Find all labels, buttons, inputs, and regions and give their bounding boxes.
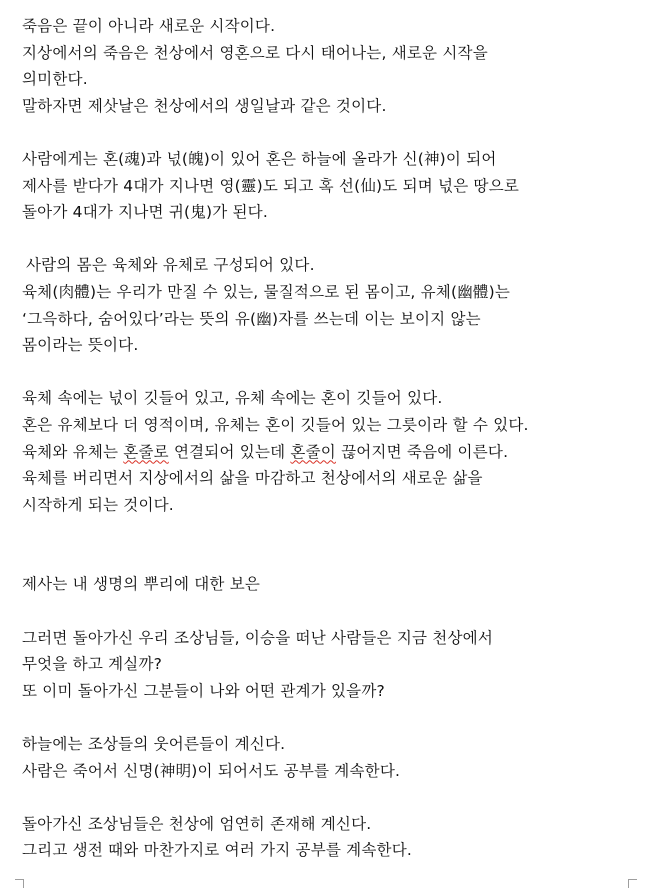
paragraph-line: 무엇을 하고 계실까? bbox=[22, 655, 163, 674]
blank-line bbox=[22, 704, 642, 731]
paragraph-line: 혼은 유체보다 더 영적이며, 유체는 혼이 깃들어 있는 그릇이라 할 수 있다. bbox=[22, 415, 529, 434]
paragraph-line: 육체를 버리면서 지상에서의 삶을 마감하고 천상에서의 새로운 삶을 bbox=[22, 469, 483, 488]
paragraph-line: 사람의 몸은 육체와 유체로 구성되어 있다. bbox=[26, 256, 315, 275]
section-heading: 제사는 내 생명의 뿌리에 대한 보은 bbox=[22, 575, 261, 594]
blank-line bbox=[22, 226, 642, 253]
line-segment: 연결되어 있는데 bbox=[168, 442, 291, 461]
line-segment: 끊어지면 죽음에 이른다. bbox=[335, 442, 509, 461]
paragraph-line: 돌아가신 조상님들은 천상에 엄연히 존재해 계신다. bbox=[22, 814, 372, 833]
blank-line bbox=[22, 518, 642, 571]
paragraph-line: 사람에게는 혼(魂)과 넋(魄)이 있어 혼은 하늘에 올라가 신(神)이 되어 bbox=[22, 149, 497, 168]
blank-line bbox=[22, 598, 642, 625]
blank-line bbox=[22, 119, 642, 146]
paragraph-line bbox=[22, 439, 642, 466]
paragraph-line: 하늘에는 조상들의 웃어른들이 계신다. bbox=[22, 735, 286, 754]
line-segment: 육체와 유체는 bbox=[22, 442, 124, 461]
paragraph-line: 죽음은 끝이 아니라 새로운 시작이다. bbox=[22, 17, 276, 35]
paragraph-line: 육체(肉體)는 우리가 만질 수 있는, 물질적으로 된 몸이고, 유체(幽體)는 bbox=[22, 282, 511, 301]
paragraph-line: 또 이미 돌아가신 그분들이 나와 어떤 관계가 있을까? bbox=[22, 681, 385, 700]
paragraph-line: 지상에서의 죽음은 천상에서 영혼으로 다시 태어나는, 새로운 시작을 bbox=[22, 43, 488, 62]
paragraph-line: 제사를 받다가 4대가 지나면 영(靈)도 되고 혹 선(仙)도 되며 넋은 땅으로 bbox=[22, 176, 520, 195]
blank-line bbox=[22, 359, 642, 386]
spellcheck-word[interactable]: 혼줄로 bbox=[123, 442, 169, 461]
page-corner-mark bbox=[628, 879, 637, 888]
page-corner-mark bbox=[15, 879, 24, 888]
blank-line bbox=[22, 784, 642, 811]
paragraph-line: 육체 속에는 넋이 깃들어 있고, 유체 속에는 혼이 깃들어 있다. bbox=[22, 389, 443, 408]
paragraph-line: 사람은 죽어서 신명(神明)이 되어서도 공부를 계속한다. bbox=[22, 761, 401, 780]
paragraph-line: 시작하게 되는 것이다. bbox=[22, 495, 174, 514]
paragraph-line: 말하자면 제삿날은 천상에서의 생일날과 같은 것이다. bbox=[22, 96, 387, 115]
paragraph-line: ‘그윽하다, 숨어있다’라는 뜻의 유(幽)자를 쓰는데 이는 보이지 않는 bbox=[22, 309, 481, 328]
paragraph-line: 몸이라는 뜻이다. bbox=[22, 336, 139, 355]
paragraph-line: 그러면 돌아가신 우리 조상님들, 이승을 떠난 사람들은 지금 천상에서 bbox=[22, 628, 493, 647]
paragraph-line: 그리고 생전 때와 마찬가지로 여러 가지 공부를 계속한다. bbox=[22, 841, 412, 860]
document-body[interactable] bbox=[22, 13, 642, 864]
paragraph-line: 의미한다. bbox=[22, 70, 88, 89]
spellcheck-word[interactable]: 혼줄이 bbox=[290, 442, 336, 461]
paragraph-line: 돌아가 4대가 지나면 귀(鬼)가 된다. bbox=[22, 203, 268, 222]
